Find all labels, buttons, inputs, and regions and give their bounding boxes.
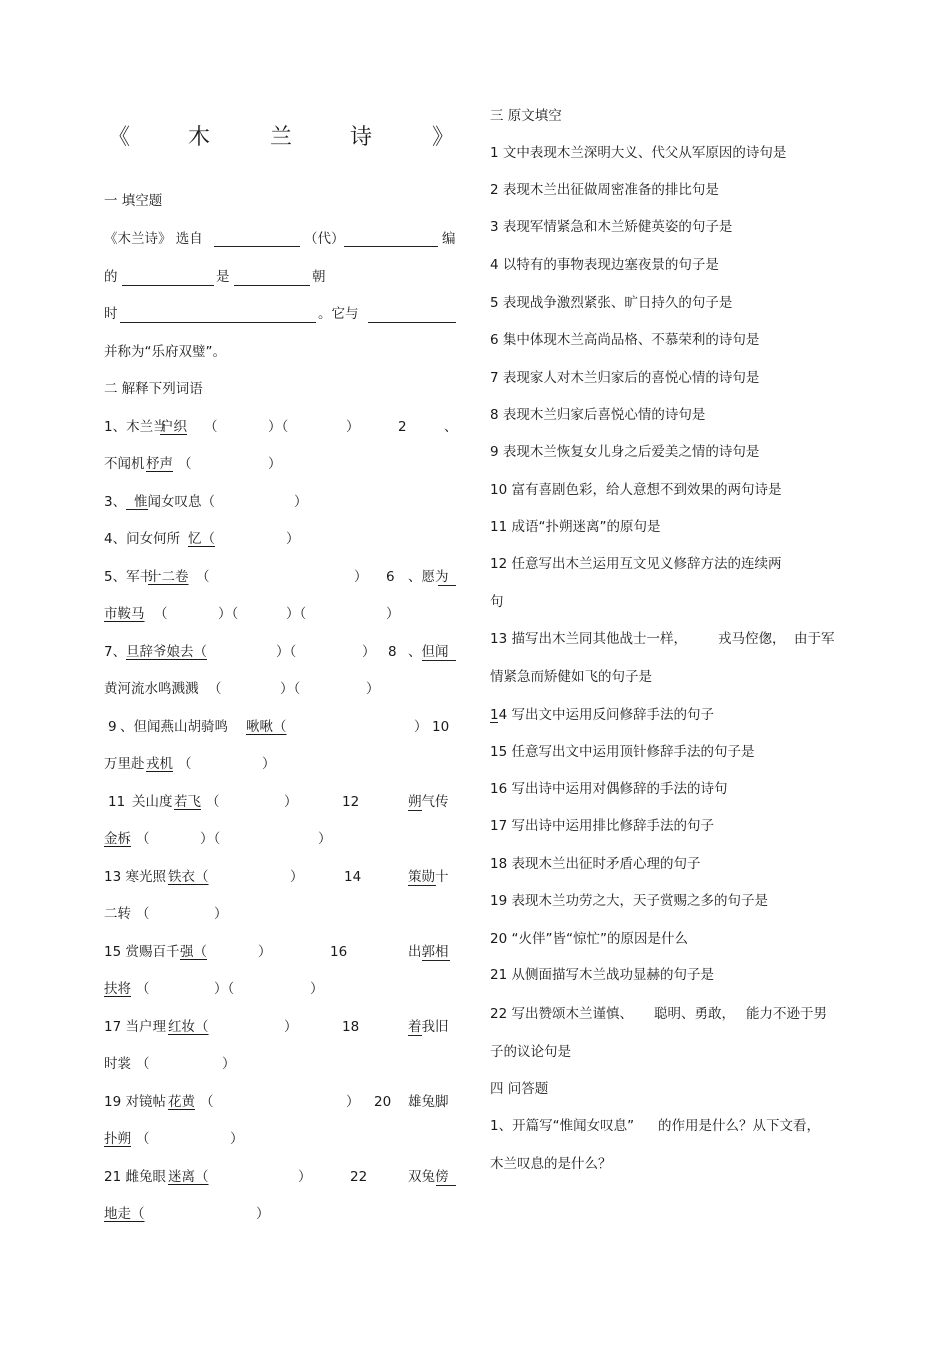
answer-question-1: 1、开篇写“惟闻女叹息” xyxy=(490,1118,635,1134)
fill-blank-4[interactable] xyxy=(234,285,310,286)
item-19-paren: ） xyxy=(346,1094,360,1110)
fill-blank-2[interactable] xyxy=(344,246,438,247)
item-17-keyword: 红妆（ xyxy=(168,1019,209,1035)
item-3-underline xyxy=(126,509,148,510)
item-8-underline xyxy=(422,660,456,661)
item-2-number: 2 xyxy=(398,419,407,435)
item-12-number: 12 xyxy=(342,794,360,810)
item-4-keyword: 忆（ xyxy=(188,531,215,547)
fill-blank-3[interactable] xyxy=(122,285,214,286)
item-14-paren: ） xyxy=(214,906,228,922)
question-21: 21 从侧面描写木兰战功显赫的句子是 xyxy=(490,967,714,983)
item-8-paren: （ xyxy=(208,681,222,697)
item-11-paren: （ xyxy=(206,794,220,810)
item-16-text: 出郭相 xyxy=(408,944,449,960)
fill-text-a2: （代） xyxy=(304,231,345,247)
item-4-paren: ） xyxy=(286,531,300,547)
item-17-paren: ） xyxy=(284,1019,298,1035)
question-17: 17 写出诗中运用排比修辞手法的句子 xyxy=(490,818,714,834)
title-char-3: 诗 xyxy=(350,125,373,150)
item-14-number: 14 xyxy=(344,869,362,885)
question-7: 7 表现家人对木兰归家后的喜悦心情的诗句是 xyxy=(490,370,760,386)
item-14-underline xyxy=(408,885,436,886)
item-16-paren: ）（ xyxy=(214,981,235,997)
item-2-sep: 、 xyxy=(444,419,458,435)
item-6-keyword: 市鞍马 xyxy=(104,606,145,622)
item-16-paren: （ xyxy=(136,981,150,997)
item-22-underline xyxy=(436,1185,456,1186)
question-13: 13 描写出木兰同其他战士一样， xyxy=(490,631,687,647)
item-10-paren: （ xyxy=(178,756,192,772)
item-5-paren: ） xyxy=(354,569,368,585)
question-20: 20 “火伴”皆“惊忙”的原因是什么 xyxy=(490,931,688,947)
question-22: 22 写出赞颂木兰谨慎、 xyxy=(490,1006,633,1022)
question-14: 14 写出文中运用反问修辞手法的句子 xyxy=(490,707,714,723)
item-17-text: 17 当户理 xyxy=(104,1019,166,1035)
title-char-1: 木 xyxy=(188,125,211,150)
item-8-text: 、但闻 xyxy=(408,644,449,660)
item-16-keyword: 扶将 xyxy=(104,981,131,997)
item-22-number: 22 xyxy=(350,1169,368,1185)
item-14-text: 策勋十 xyxy=(408,869,449,885)
question-13-end: 由于军 xyxy=(794,631,835,647)
item-16-paren: ） xyxy=(310,981,324,997)
question-19: 19 表现木兰功劳之大，天子赏赐之多的句子是 xyxy=(490,893,768,909)
question-15: 15 任意写出文中运用顶针修辞手法的句子是 xyxy=(490,744,755,760)
fill-text-a1: 《木兰诗》 选自 xyxy=(104,231,203,247)
item-18-paren: （ xyxy=(136,1056,150,1072)
item-18-paren: ） xyxy=(222,1056,236,1072)
item-22-paren: ） xyxy=(256,1206,270,1222)
item-11-paren: ） xyxy=(284,794,298,810)
question-22-end: 能力不逊于男 xyxy=(746,1006,827,1022)
item-6-paren: ）（ xyxy=(286,606,307,622)
item-16-underline xyxy=(422,960,450,961)
title-char-2: 兰 xyxy=(270,125,293,150)
question-18: 18 表现木兰出征时矛盾心理的句子 xyxy=(490,856,701,872)
item-16-number: 16 xyxy=(330,944,348,960)
item-5-paren: （ xyxy=(196,569,210,585)
item-15-text: 15 赏赐百千 xyxy=(104,944,180,960)
item-7-keyword: 旦辞爷娘去（ xyxy=(126,644,207,660)
fill-text-b2: 是 xyxy=(216,269,230,285)
question-1: 1 文中表现木兰深明大义、代父从军原因的诗句是 xyxy=(490,145,787,161)
item-18-text: 着我旧 xyxy=(408,1019,449,1035)
item-13-text: 13 寒光照 xyxy=(104,869,166,885)
question-2: 2 表现木兰出征做周密准备的排比句是 xyxy=(490,182,719,198)
item-11-keyword: 若飞 xyxy=(174,794,201,810)
question-5: 5 表现战争激烈紧张、旷日持久的句子是 xyxy=(490,295,733,311)
question-11: 11 成语“扑朔迷离”的原句是 xyxy=(490,519,661,535)
item-3-text: 3、 xyxy=(104,494,127,510)
answer-question-1-mid: 的作用是什么？从下文看， xyxy=(658,1118,820,1134)
item-12-text: 朔气传 xyxy=(408,794,449,810)
item-22-keyword: 地走（ xyxy=(104,1206,145,1222)
question-8: 8 表现木兰归家后喜悦心情的诗句是 xyxy=(490,407,706,423)
item-10-number: 10 xyxy=(432,719,450,735)
item-12-paren: ）（ xyxy=(200,831,221,847)
fill-text-b1: 的 xyxy=(104,269,118,285)
item-12-keyword: 金柝 xyxy=(104,831,131,847)
item-1-text: 1、木兰当 xyxy=(104,419,167,435)
item-3-paren: ） xyxy=(294,494,308,510)
item-14-keyword: 二转 xyxy=(104,906,131,922)
item-3-keyword: 惟闻女叹息（ xyxy=(134,494,215,510)
question-12-cont: 句 xyxy=(490,594,504,610)
question-13-mid: 戎马倥偬， xyxy=(718,631,786,647)
item-20-paren: （ xyxy=(136,1131,150,1147)
question-16: 16 写出诗中运用对偶修辞的手法的诗句 xyxy=(490,781,728,797)
item-9-paren: ） xyxy=(414,719,428,735)
item-12-paren: ） xyxy=(318,831,332,847)
item-21-paren: ） xyxy=(298,1169,312,1185)
item-9-number: 9 xyxy=(108,719,117,735)
item-8-number: 8 xyxy=(388,644,397,660)
item-18-underline xyxy=(408,1035,422,1036)
item-18-number: 18 xyxy=(342,1019,360,1035)
question-6: 6 集中体现木兰高尚品格、不慕荣利的诗句是 xyxy=(490,332,760,348)
item-6-paren: ） xyxy=(386,606,400,622)
item-20-paren: ） xyxy=(230,1131,244,1147)
question-12: 12 任意写出木兰运用互文见义修辞方法的连续两 xyxy=(490,556,782,572)
item-14-paren: （ xyxy=(136,906,150,922)
item-20-keyword: 扑朔 xyxy=(104,1131,131,1147)
question-9: 9 表现木兰恢复女儿身之后爱美之情的诗句是 xyxy=(490,444,760,460)
item-2-keyword: 杼声 xyxy=(146,456,173,472)
question-4: 4 以特有的事物表现边塞夜景的句子是 xyxy=(490,257,719,273)
item-13-keyword: 铁衣（ xyxy=(168,869,209,885)
item-19-text: 19 对镜帖 xyxy=(104,1094,166,1110)
item-15-keyword: 强（ xyxy=(180,944,207,960)
fill-blank-5[interactable] xyxy=(120,322,316,323)
title-close-bracket: 》 xyxy=(432,125,455,150)
item-9-text: 、但闻燕山胡骑鸣 xyxy=(120,719,228,735)
item-6-underline xyxy=(438,585,456,586)
item-5-text: 5、军书 xyxy=(104,569,154,585)
item-13-paren: ） xyxy=(290,869,304,885)
item-12-underline xyxy=(408,810,422,811)
item-1-paren: ）（ xyxy=(268,419,289,435)
fill-blank-6[interactable] xyxy=(368,322,456,323)
item-9-keyword: 啾啾（ xyxy=(246,719,287,735)
item-2-paren: ） xyxy=(268,456,282,472)
item-6-number: 6 xyxy=(386,569,395,585)
fill-text-a3: 编 xyxy=(442,231,456,247)
section-1-heading: 一 填空题 xyxy=(104,193,163,209)
item-1-paren: ） xyxy=(346,419,360,435)
question-14-mark xyxy=(490,722,498,723)
item-21-keyword: 迷离（ xyxy=(168,1169,209,1185)
item-2-text: 不闻机 xyxy=(104,456,145,472)
item-22-text: 双兔傍 xyxy=(408,1169,449,1185)
item-6-paren: （ xyxy=(154,606,168,622)
item-20-number: 20 xyxy=(374,1094,392,1110)
item-21-text: 21 雌兔眼 xyxy=(104,1169,166,1185)
section-3-heading: 三 原文填空 xyxy=(490,108,562,124)
item-7-paren: ）（ xyxy=(276,644,297,660)
question-22-cont: 子的议论句是 xyxy=(490,1044,571,1060)
fill-text-c1: 时 xyxy=(104,306,118,322)
title-open-bracket: 《 xyxy=(108,125,131,150)
item-1-paren: （ xyxy=(204,419,218,435)
item-8-paren: ） xyxy=(366,681,380,697)
item-8-keyword: 黄河流水鸣溅溅 xyxy=(104,681,199,697)
item-2-paren: （ xyxy=(178,456,192,472)
fill-text-c2: 。它与 xyxy=(318,306,359,322)
item-10-paren: ） xyxy=(262,756,276,772)
item-10-keyword: 戎机 xyxy=(146,756,173,772)
item-8-paren: ）（ xyxy=(280,681,301,697)
item-15-paren: ） xyxy=(258,944,272,960)
item-6-paren: ）（ xyxy=(218,606,239,622)
fill-text-b3: 朝 xyxy=(312,269,326,285)
fill-blank-1[interactable] xyxy=(214,246,300,247)
item-1-keyword: 户织 xyxy=(160,419,187,435)
item-6-text: 、愿为 xyxy=(408,569,449,585)
section-2-heading: 二 解释下列词语 xyxy=(104,381,203,397)
item-7-paren: ） xyxy=(362,644,376,660)
item-10-text: 万里赴 xyxy=(104,756,145,772)
question-13-cont: 情紧急而矫健如飞的句子是 xyxy=(490,669,652,685)
item-5-keyword: 十二卷 xyxy=(148,569,189,585)
question-22-mid: 聪明、勇敢， xyxy=(654,1006,735,1022)
item-18-keyword: 时裳 xyxy=(104,1056,131,1072)
item-4-text: 4、问女何所 xyxy=(104,531,181,547)
fill-text-d1: 并称为“乐府双璧”。 xyxy=(104,344,226,360)
section-4-heading: 四 问答题 xyxy=(490,1081,549,1097)
item-12-paren: （ xyxy=(136,831,150,847)
item-11-number: 11 xyxy=(108,794,126,810)
item-11-text: 关山度 xyxy=(132,794,173,810)
item-7-text: 7、 xyxy=(104,644,127,660)
question-3: 3 表现军情紧急和木兰矫健英姿的句子是 xyxy=(490,219,733,235)
item-19-paren: （ xyxy=(200,1094,214,1110)
item-20-text: 雄兔脚 xyxy=(408,1094,449,1110)
item-19-keyword: 花黄 xyxy=(168,1094,195,1110)
question-10: 10 富有喜剧色彩，给人意想不到效果的两句诗是 xyxy=(490,482,782,498)
answer-question-1-cont: 木兰叹息的是什么？ xyxy=(490,1156,612,1172)
